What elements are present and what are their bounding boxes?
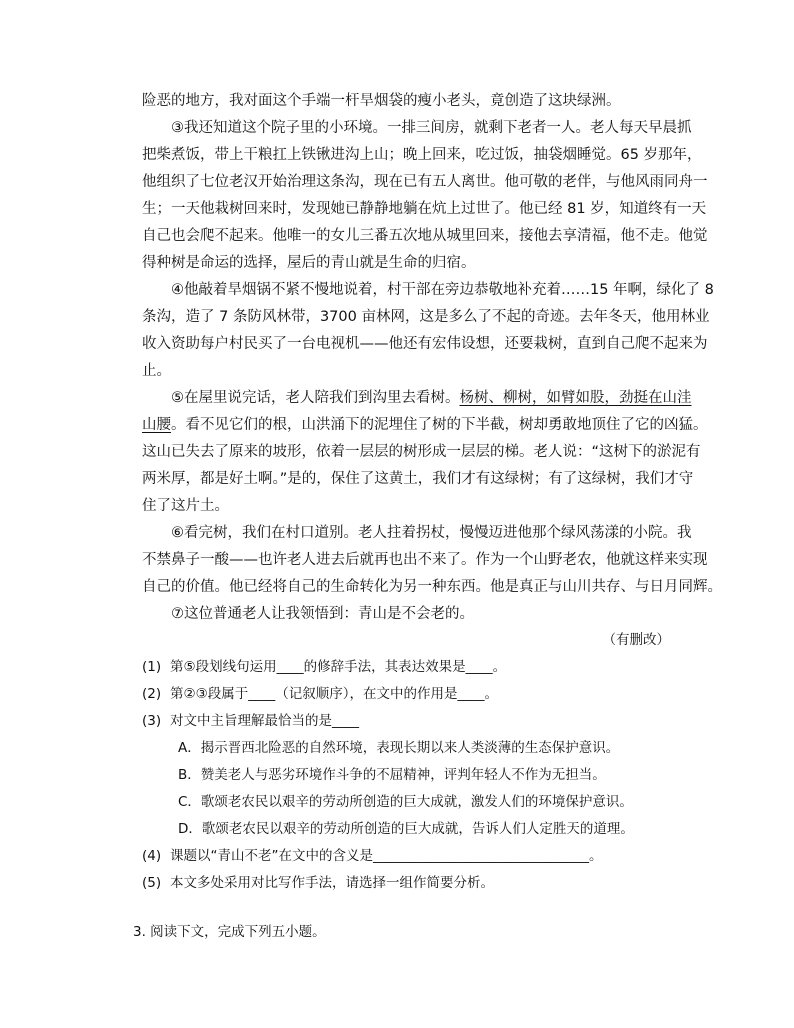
option-a: A．揭示晋西北险恶的自然环境，表现长期以来人类淡薄的生态保护意识。 <box>178 740 620 756</box>
passage-line: 生；一天他栽树回来时，发现她已静静地躺在炕上过世了。他已经 81 岁，知道终有一天 <box>142 201 707 217</box>
passage-line: 险恶的地方，我对面这个手端一杆旱烟袋的瘦小老头，竟创造了这块绿洲。 <box>142 93 621 109</box>
paragraph-7-start: ⑦这位普通老人让我领悟到：青山是不会老的。 <box>171 606 474 622</box>
passage-line: 条沟，造了 7 条防风林带，3700 亩林网，这是多么了不起的奇迹。去年冬天，他用林业 <box>142 309 710 325</box>
question-3 <box>142 711 359 731</box>
passage-line: 他组织了七位老汉开始治理这条沟，现在已有五人离世。他可敬的老伴，与他风雨同舟一 <box>142 174 708 190</box>
question-text: 第②③段属于____（记叙顺序），在文中的作用是____。 <box>170 686 498 702</box>
passage-line: 自己也会爬不起来。他唯一的女儿三番五次地从城里回来，接他去享清福，他不走。他觉 <box>142 228 708 244</box>
question-text: 本文多处采用对比写作手法，请选择一组作简要分析。 <box>170 875 494 891</box>
option-c: C．歌颂老农民以艰辛的劳动所创造的巨大成就，激发人们的环境保护意识。 <box>178 794 633 810</box>
question-number: (4) <box>142 848 162 864</box>
question-text: 课题以“青山不老”在文中的含义是________________________________。 <box>170 848 603 864</box>
passage-line: 这山已失去了原来的坡形，依着一层层的树形成一层层的梯。老人说：“这树下的淤泥有 <box>142 444 701 460</box>
passage-line: 自己的价值。他已经将自己的生命转化为另一种东西。他是真正与山川共存、与日月同辉。 <box>142 579 722 595</box>
passage-line: 把柴煮饭，带上干粮扛上铁锹进沟上山；晚上回来，吃过饭，抽袋烟睡觉。65 岁那年， <box>142 147 702 163</box>
question-number: (3) <box>142 713 162 729</box>
source-note: （有删改） <box>602 632 670 648</box>
section-3-heading: 3. 阅读下文，完成下列五小题。 <box>133 924 326 940</box>
question-text: 第⑤段划线句运用____的修辞手法，其表达效果是____。 <box>170 659 507 675</box>
paragraph-3-start: ③我还知道这个院子里的小环境。一排三间房，就剩下老者一人。老人每天早晨抓 <box>171 120 692 136</box>
option-d: D．歌颂老农民以艰辛的劳动所创造的巨大成就，告诉人们人定胜天的道理。 <box>178 821 634 837</box>
passage-line: 不禁鼻子一酸——也许老人进去后就再也出不来了。作为一个山野老农，他就这样来实现 <box>142 552 708 568</box>
passage-line <box>142 415 708 435</box>
passage-text: 。看不见它们的根，山洪涌下的泥埋住了树的下半截，树却勇敢地顶住了它的凶猛。 <box>171 417 708 433</box>
question-number: (5) <box>142 875 162 891</box>
passage-line: 止。 <box>142 363 171 379</box>
question-4 <box>142 846 603 866</box>
question-text: 对文中主旨理解最恰当的是____ <box>170 713 359 729</box>
question-1 <box>142 657 506 677</box>
question-5 <box>142 873 494 893</box>
passage-text: ⑤在屋里说完话，老人陪我们到沟里去看树。 <box>171 390 460 406</box>
passage-line: 两米厚，都是好土啊。”是的，保住了这黄土，我们才有这绿树；有了这绿树，我们才守 <box>142 471 694 487</box>
underlined-sentence: 山腰 <box>142 417 171 433</box>
question-number: (1) <box>142 659 162 675</box>
passage-line: 得种树是命运的选择，屋后的青山就是生命的归宿。 <box>142 255 476 271</box>
paragraph-5-start <box>171 388 692 408</box>
underlined-sentence: 杨树、柳树，如臂如股，劲挺在山洼 <box>459 390 692 406</box>
passage-line: 收入资助每户村民买了一台电视机——他还有宏伟设想，还要栽树，直到自己爬不起来为 <box>142 336 708 352</box>
option-b: B．赞美老人与恶劣环境作斗争的不屈精神，评判年轻人不作为无担当。 <box>178 767 606 783</box>
question-number: (2) <box>142 686 162 702</box>
passage-line: 住了这片土。 <box>142 498 229 514</box>
paragraph-4-start: ④他敲着旱烟锅不紧不慢地说着，村干部在旁边恭敬地补充着……15 年啊，绿化了 8 <box>171 282 714 298</box>
paragraph-6-start: ⑥看完树，我们在村口道别。老人拄着拐杖，慢慢迈进他那个绿风荡漾的小院。我 <box>171 525 692 541</box>
question-2 <box>142 684 498 704</box>
